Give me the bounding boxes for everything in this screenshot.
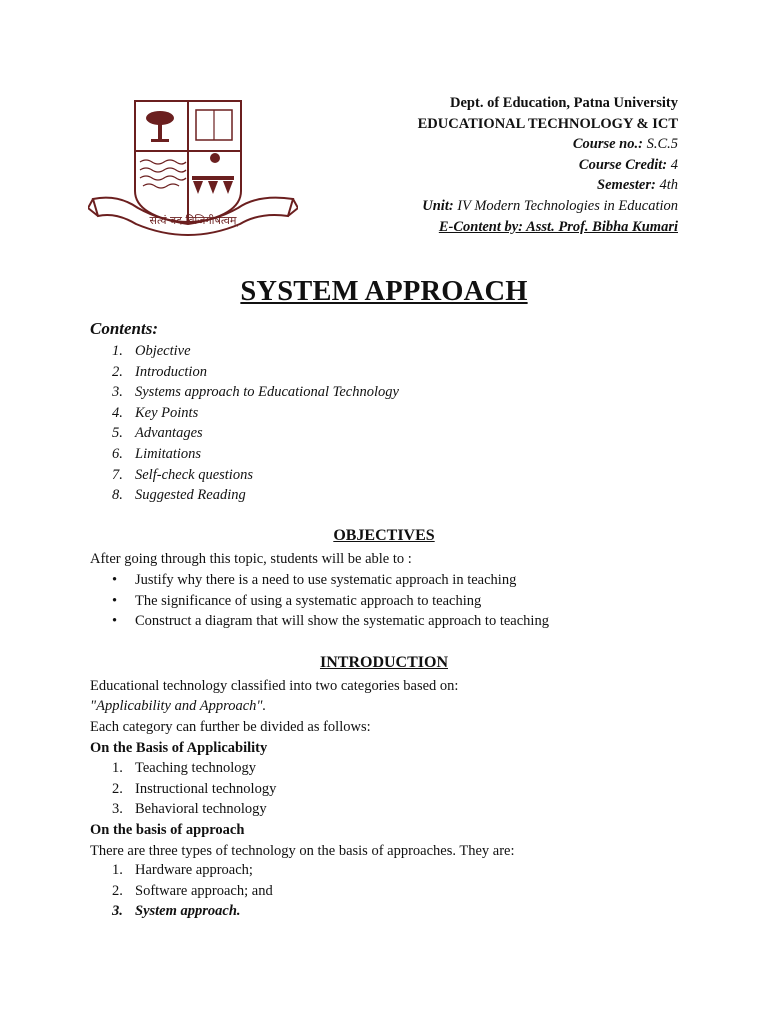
bullet-icon: • (112, 592, 118, 609)
list-item: • Justify why there is a need to use systematic approach in teaching (90, 570, 549, 591)
contents-heading: Contents: (90, 319, 159, 338)
logo-motto-text: सत्यं वद विजिगीषत्वम् (149, 214, 237, 227)
objectives-heading: OBJECTIVES (333, 527, 435, 544)
intro-line-1: Educational technology classified into two categories based on: (90, 678, 459, 694)
list-item: 1. Objective (112, 343, 191, 359)
list-item: 1. Teaching technology (112, 760, 256, 776)
course-credit-line (418, 155, 678, 176)
course-no-label: Course no.: (572, 136, 643, 153)
list-item: 3. Systems approach to Educational Technology (112, 384, 399, 401)
list-item: 1. Hardware approach; (112, 862, 253, 878)
list-item: 2. Instructional technology (112, 780, 277, 797)
list-item: 2. Software approach; and (112, 882, 273, 899)
course-no-line (418, 134, 678, 155)
program-name: EDUCATIONAL TECHNOLOGY & ICT (417, 115, 678, 132)
list-item: 7. Self-check questions (112, 466, 253, 483)
intro-line-2: "Applicability and Approach". (90, 698, 267, 714)
applicability-heading: On the Basis of Applicability (90, 740, 268, 756)
contents-list (90, 341, 399, 506)
list-item: 8. Suggested Reading (112, 487, 246, 504)
university-logo-icon (88, 96, 298, 246)
intro-line-3: Each category can further be divided as follows: (90, 719, 371, 735)
unit-label: Unit: (422, 197, 454, 214)
dept-name: Dept. of Education, Patna University (450, 95, 678, 111)
list-item: 4. Key Points (112, 404, 199, 421)
list-item: • Construct a diagram that will show the systematic approach to teaching (90, 611, 549, 632)
approach-intro: There are three types of technology on the basis of approaches. They are: (90, 843, 515, 859)
list-item: 3. Behavioral technology (112, 801, 267, 818)
semester-value: 4th (659, 177, 678, 194)
document-header (418, 93, 678, 237)
list-item: 3. System approach. (112, 903, 241, 920)
course-credit-value: 4 (670, 156, 678, 173)
course-no-value: S.C.5 (646, 136, 678, 153)
unit-line (418, 196, 678, 217)
semester-line (418, 175, 678, 196)
list-item: 6. Limitations (112, 445, 202, 462)
bullet-icon: • (112, 613, 118, 630)
approach-list (90, 860, 273, 922)
semester-label: Semester: (597, 177, 656, 194)
course-credit-label: Course Credit: (578, 156, 668, 173)
bullet-icon: • (112, 572, 118, 588)
econtent-author: E-Content by: Asst. Prof. Bibha Kumari (438, 218, 678, 235)
objectives-list (90, 570, 549, 632)
applicability-list (90, 758, 276, 820)
unit-value: IV Modern Technologies in Education (457, 197, 678, 214)
page-title: SYSTEM APPROACH (240, 276, 528, 307)
approach-heading: On the basis of approach (90, 822, 245, 838)
introduction-heading: INTRODUCTION (319, 654, 448, 671)
list-item: 5. Advantages (112, 425, 203, 442)
objectives-intro: After going through this topic, students will be able to : (90, 551, 412, 567)
list-item: • The significance of using a systematic approach to teaching (90, 591, 549, 612)
list-item: 2. Introduction (112, 363, 207, 380)
